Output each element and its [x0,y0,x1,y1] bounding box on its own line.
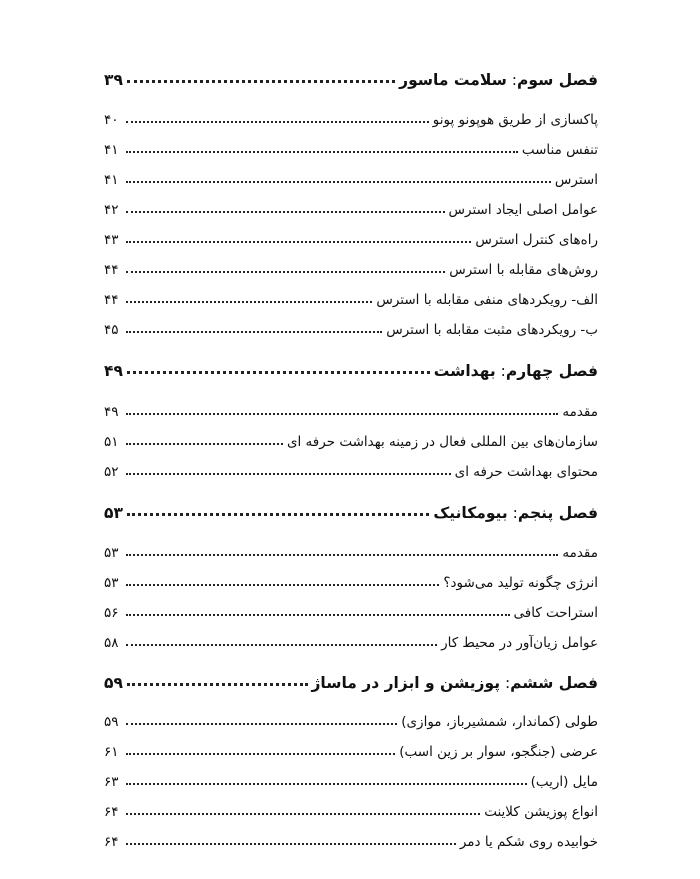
toc-entry[interactable] [104,599,598,621]
page-number: ۴۲ [104,202,119,218]
toc-entry[interactable] [104,738,598,760]
entry-title: الف- رویکردهای منفی مقابله با استرس [376,292,598,308]
entry-title: محتوای بهداشت حرفه ای [454,464,598,480]
dot-leader [126,554,558,556]
entry-title: مایل (اریب) [530,774,598,790]
entry-title: عوامل اصلی ایجاد استرس [448,202,598,218]
dot-leader [126,151,518,153]
dot-leader [126,413,558,415]
entry-title: انرژی چگونه تولید می‌شود؟ [443,575,598,591]
entry-title: عوامل زیان‌آور در محیط کار [441,635,598,651]
entry-title: مقدمه [562,545,598,561]
dot-leader [126,843,456,845]
page-number: ۴۱ [104,172,119,188]
page-number: ۴۴ [104,292,119,308]
chapter-title: فصل پنجم: بیومکانیک [433,504,598,522]
page-number: ۵۱ [104,434,119,450]
toc-entry[interactable] [104,828,598,850]
dot-leader [126,723,397,725]
dot-leader [126,644,437,646]
page-number: ۵۳ [104,575,119,591]
dot-leader [127,683,308,686]
entry-title: مقدمه [562,404,598,420]
page-number: ۴۰ [104,112,119,128]
entry-title: خوابیده روی شکم یا دمر [459,834,598,850]
entry-title: استراحت کافی [513,605,598,621]
entry-title: طولی (کماندار، شمشیرباز، موازی) [401,714,598,730]
entry-title: سازمان‌های بین المللی فعال در زمینه بهداشت حرفه ای [286,434,598,450]
page-number: ۵۳ [104,545,119,561]
chapter-heading-5[interactable] [104,496,598,522]
dot-leader [126,121,429,123]
page-number: ۴۴ [104,262,119,278]
toc-entry[interactable] [104,629,598,651]
toc-entry[interactable] [104,286,598,308]
toc-entry[interactable] [104,166,598,188]
page-number: ۶۳ [104,774,119,790]
dot-leader [126,614,510,616]
toc-entry[interactable] [104,428,598,450]
page-number: ۶۱ [104,744,119,760]
toc-entry[interactable] [104,458,598,480]
toc-entry[interactable] [104,768,598,790]
page-number: ۶۴ [104,804,119,820]
entry-title: استرس [554,172,598,188]
toc-entry[interactable] [104,196,598,218]
toc-entry[interactable] [104,106,598,128]
dot-leader [127,80,395,83]
toc-entry[interactable] [104,136,598,158]
page-number: ۴۵ [104,322,119,338]
dot-leader [126,584,439,586]
page-number: ۳۹ [104,71,123,89]
entry-title: ب- رویکردهای مثبت مقابله با استرس [386,322,598,338]
page-number: ۵۸ [104,635,119,651]
entry-title: عرضی (جنگجو، سوار بر زین اسب) [399,744,598,760]
entry-title: تنفس مناسب [521,142,598,158]
chapter-heading-6[interactable] [104,666,598,692]
dot-leader [126,443,283,445]
page-number: ۴۱ [104,142,119,158]
page-number: ۵۲ [104,464,119,480]
dot-leader [126,753,395,755]
table-of-contents [104,0,598,879]
page-number: ۴۳ [104,232,119,248]
page-number: ۵۹ [104,714,119,730]
entry-title: پاکسازی از طریق هوپونو پونو [432,112,598,128]
entry-title: راه‌های کنترل استرس [475,232,598,248]
toc-entry[interactable] [104,539,598,561]
chapter-title: فصل ششم: پوزیشن و ابزار در ماساژ [311,674,598,692]
dot-leader [126,813,480,815]
dot-leader [127,513,429,516]
page-number: ۴۹ [104,404,119,420]
dot-leader [126,271,445,273]
toc-entry[interactable] [104,398,598,420]
dot-leader [126,301,372,303]
toc-entry[interactable] [104,569,598,591]
page-number: ۵۹ [104,674,123,692]
chapter-title: فصل چهارم: بهداشت [433,362,598,380]
dot-leader [127,371,430,374]
dot-leader [126,473,451,475]
toc-entry[interactable] [104,316,598,338]
chapter-heading-4[interactable] [104,354,598,380]
chapter-title: فصل سوم: سلامت ماسور [399,71,598,89]
chapter-heading-3[interactable] [104,63,598,89]
entry-title: انواع پوزیشن کلاینت [484,804,598,820]
toc-entry[interactable] [104,708,598,730]
page-number: ۵۶ [104,605,119,621]
entry-title: روش‌های مقابله با استرس [449,262,598,278]
toc-entry[interactable] [104,226,598,248]
page-number: ۵۳ [104,504,123,522]
dot-leader [126,783,527,785]
dot-leader [126,241,471,243]
dot-leader [126,331,382,333]
page-number: ۶۴ [104,834,119,850]
toc-entry[interactable] [104,256,598,278]
dot-leader [126,181,551,183]
toc-entry[interactable] [104,798,598,820]
page-number: ۴۹ [104,362,123,380]
dot-leader [126,211,445,213]
